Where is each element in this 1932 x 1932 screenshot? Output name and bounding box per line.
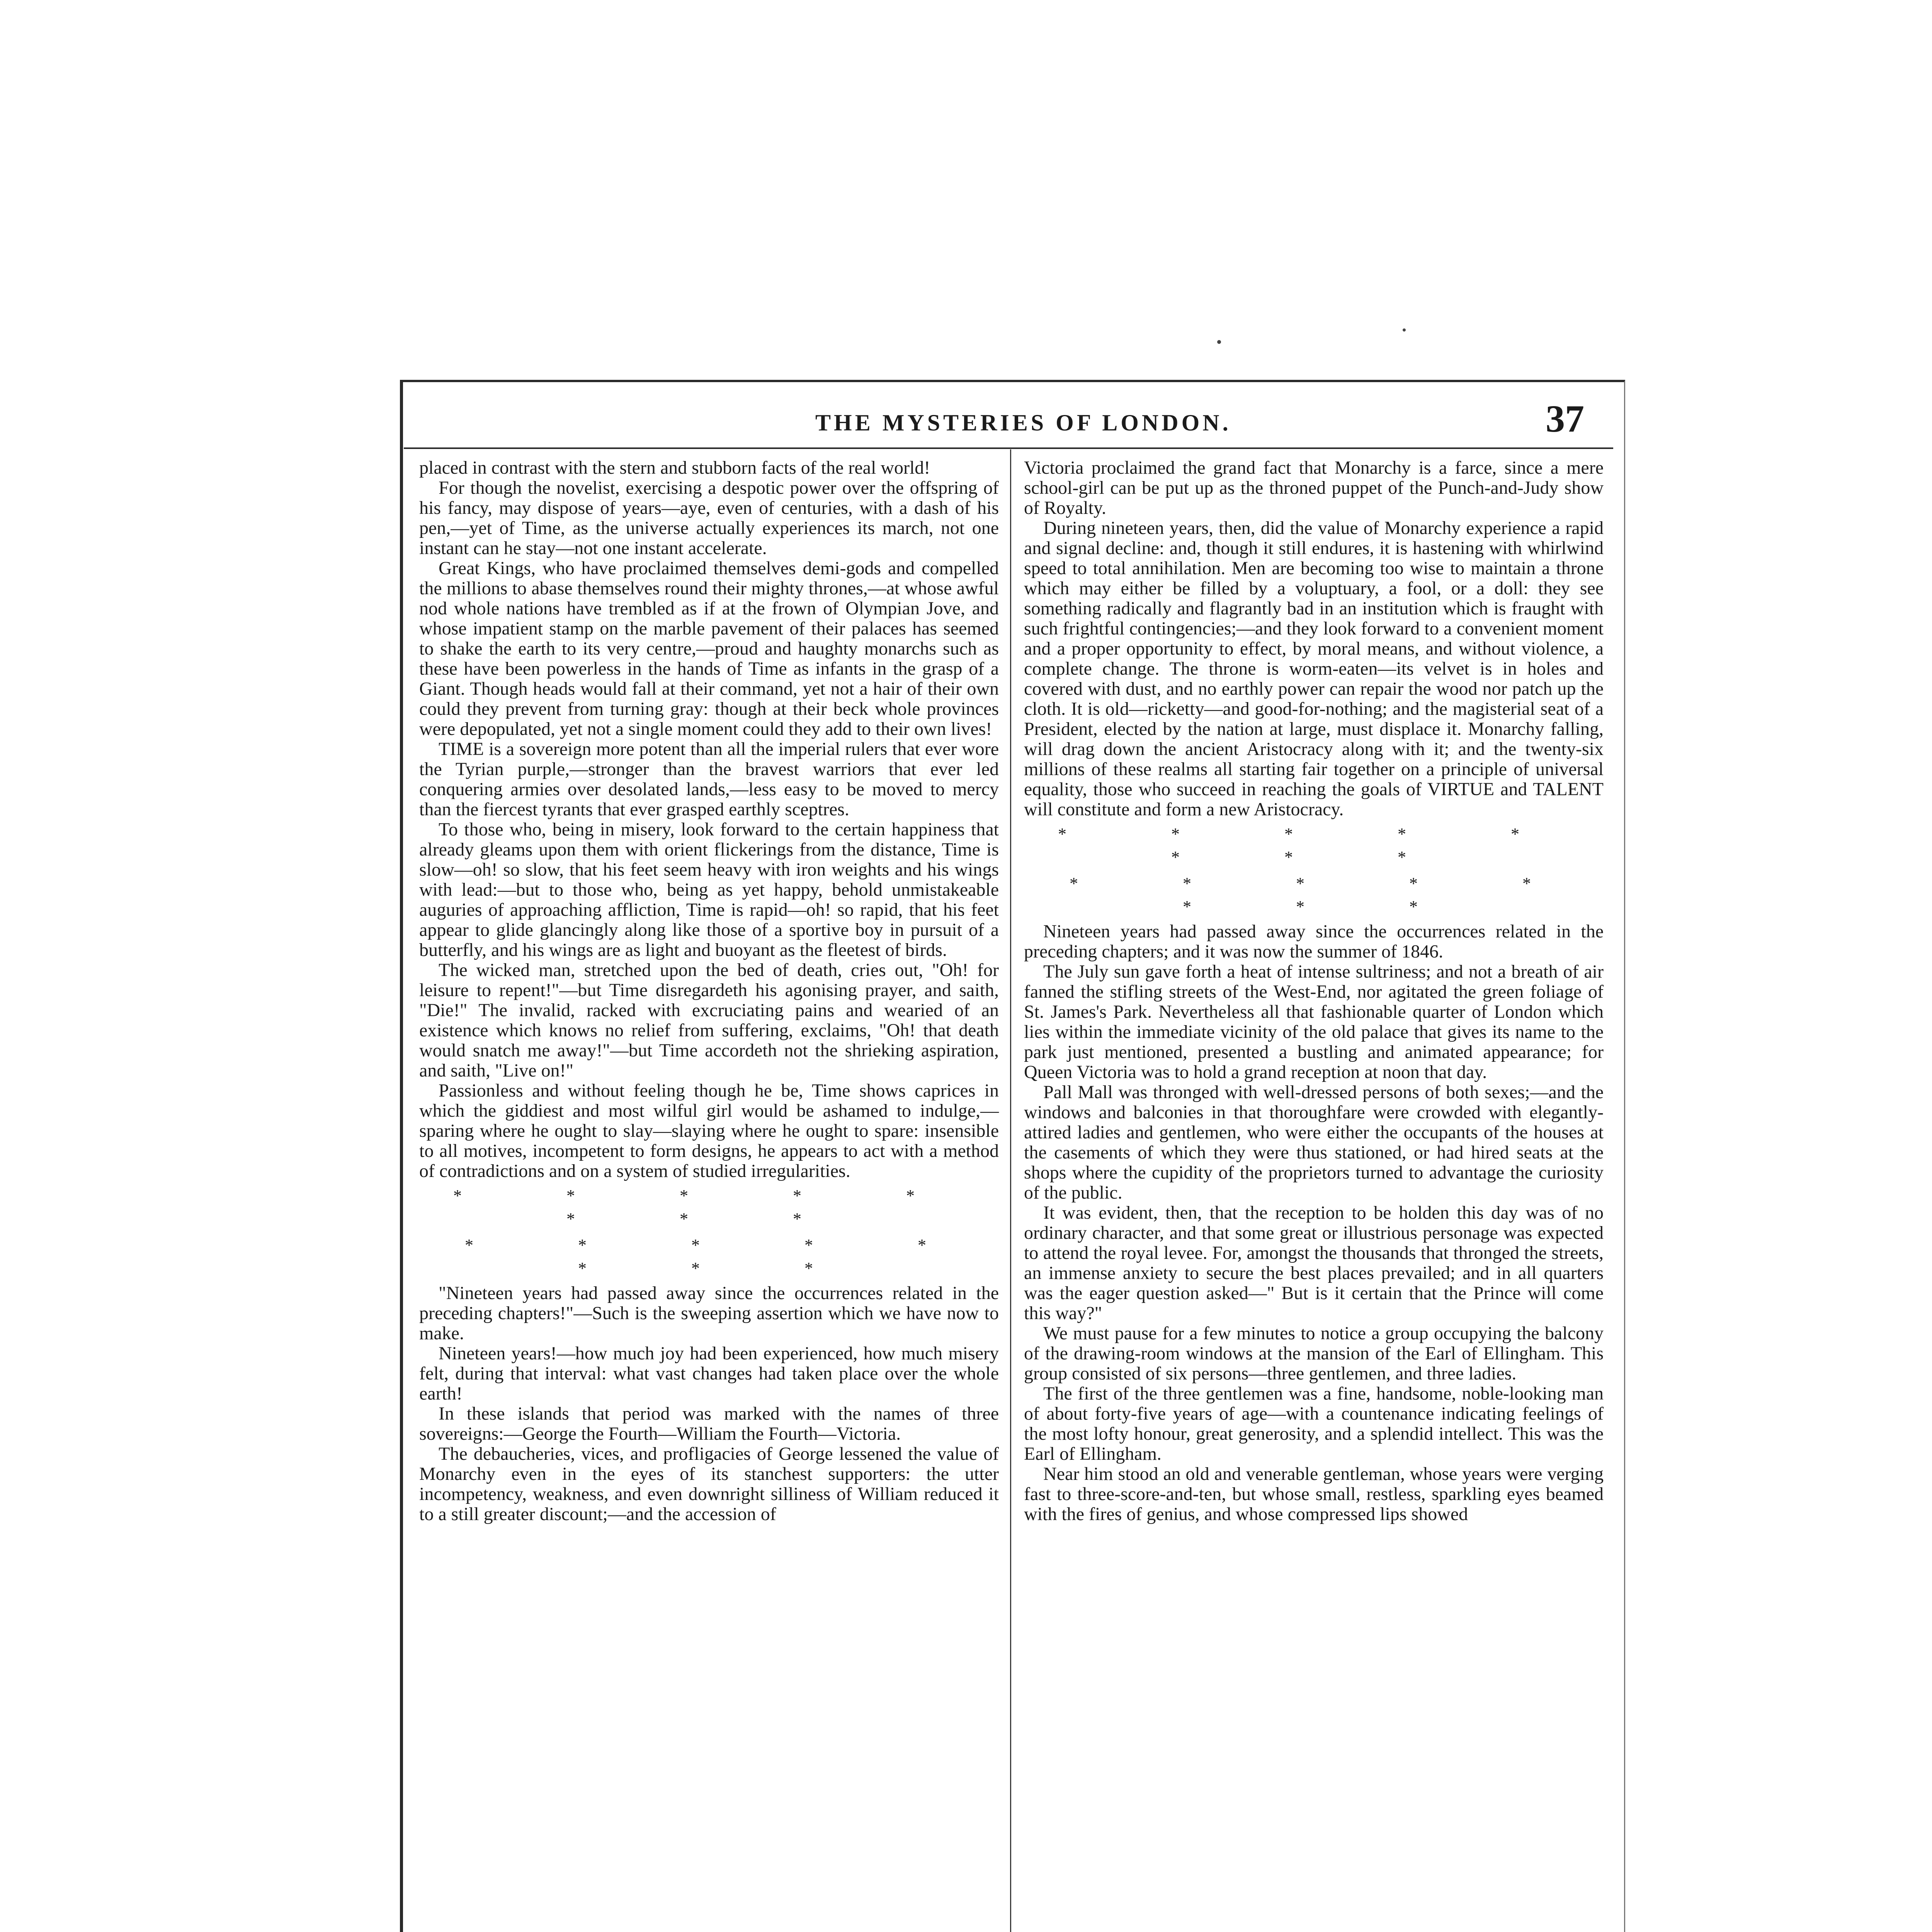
right-column [1024,458,1604,1524]
paragraph: The wicked man, stretched upon the bed of death, cries out, "Oh! for leisure to repent!"—but Time disregardeth his agonising prayer, and saith, "Die!" The invalid, racked with excruciating pains and wearied of an existence which knows no relief from suffering, exclaims, "Oh! that death would snatch me away!"—but Time accordeth not the shrieking aspiration, and saith, "Live on!" [419,960,999,1081]
section-break-stars: * * * * * * * * [453,1186,965,1228]
paragraph: Nineteen years!—how much joy had been experienced, how much misery felt, during that interval: what vast changes had taken place over the whole earth! [419,1343,999,1404]
paragraph: placed in contrast with the stern and stubborn facts of the real world! [419,457,930,478]
paragraph: We must pause for a few minutes to notice a group occupying the balcony of the drawing-room windows at the mansion of the Earl of Ellingham. This group consisted of six persons—three gentlemen, and three ladies. [1024,1323,1604,1384]
column-divider [1010,449,1011,1932]
paragraph: Great Kings, who have proclaimed themselves demi-gods and compelled the millions to abase themselves round their mighty thrones,—at whose awful nod whole nations have trembled as if at the frown of Olympian Jove, and whose impatient stamp on the marble pavement of their palaces has seemed to shake the earth to its very centre,—proud and haughty monarchs such as these have been powerless in the hands of Time as infants in the grasp of a Giant. Though heads would fall at their command, yet not a hair of their own could they prevent from turning gray: though at their beck whole provinces were depopulated, yet not a single moment could they add to their own lives! [419,558,999,739]
paragraph: Victoria proclaimed the grand fact that Monarchy is a farce, since a mere school-girl can be put up as the throned puppet of the Punch-and-Judy show of Royalty. [1024,457,1604,518]
header-rule [404,447,1613,449]
paragraph: Nineteen years had passed away since the occurrences related in the preceding chapters; and it was now the summer of 1846. [1024,921,1604,962]
page-number: 37 [1546,397,1584,440]
paragraph: TIME is a sovereign more potent than all the imperial rulers that ever wore the Tyrian purple,—stronger than the bravest warriors that ever led conquering armies over desolated lands,—less easy to be moved to mercy than the fiercest tyrants that ever grasped earthly sceptres. [419,739,999,820]
print-speck [1403,328,1406,332]
page-header [410,394,1607,448]
left-column [419,458,999,1524]
paragraph: The debaucheries, vices, and profligacies of George lessened the value of Monarchy even in the eyes of its stanchest supporters: the utter incompetency, weakness, and even downright silliness of William reduced it to a still greater discount;—and the accession of [419,1444,999,1524]
paragraph: In these islands that period was marked with the names of three sovereigns:—George the Fourth—William the Fourth—Victoria. [419,1403,999,1444]
paragraph: Pall Mall was thronged with well-dressed persons of both sexes;—and the windows and balconies in that thoroughfare were crowded with elegantly-attired ladies and gentlemen, who were either the occupants of the houses at the casements of which they were thus stationed, or had hired seats at the shops where the cupidity of the proprietors turned to advantage the curiosity of the public. [1024,1082,1604,1203]
paragraph: For though the novelist, exercising a despotic power over the offspring of his fancy, may dispose of years—aye, even of centuries, with a dash of his pen,—yet of Time, as the universe actually experiences its march, not one instant can he stay—not one instant accelerate. [419,478,999,558]
paragraph: The first of the three gentlemen was a fine, handsome, noble-looking man of about forty-five years of age—with a countenance indicating feelings of the most lofty honour, great generosity, and a splendid intellect. This was the Earl of Ellingham. [1024,1383,1604,1464]
paragraph: "Nineteen years had passed away since the occurrences related in the preceding chapters!"—Such is the sweeping assertion which we have now to make. [419,1283,999,1344]
section-break-stars: * * * * * * * * [1058,825,1570,867]
paragraph: To those who, being in misery, look forward to the certain happiness that already gleams upon them with orient flickerings from the distance, Time is slow—oh! so slow, that his feet seem heavy with iron weights and his wings with lead:—but to those who, being as yet happy, behold unmistakeable auguries of approaching affliction, Time is rapid—oh! so rapid, that his feet appear to glide glancingly along like those of a sportive boy in pursuit of a butterfly, and his wings are as light and buoyant as the fleetest of birds. [419,819,999,960]
paragraph: During nineteen years, then, did the value of Monarchy experience a rapid and signal decline: and, though it still endures, it is hastening with whirlwind speed to total annihilation. Men are becoming too wise to maintain a throne which may either be filled by a voluptuary, a fool, or a doll: they see something radically and flagrantly bad in an institution which is fraught with such frightful contingencies;—and they look forward to a convenient moment and a proper opportunity to effect, by moral means, and without violence, a complete change. The throne is worm-eaten—its velvet is in holes and covered with dust, and no earthly power can repair the wood nor patch up the cloth. It is old—ricketty—and good-for-nothing; and the magisterial seat of a President, elected by the nation at large, must displace it. Monarchy falling, will drag down the ancient Aristocracy along with it; and the twenty-six millions of these realms all starting fair together on a principle of universal equality, those who succeed in reaching the goals of VIRTUE and TALENT will constitute and form a new Aristocracy. [1024,518,1604,820]
section-break-stars: * * * * * * * * [1070,874,1581,916]
print-speck [1217,340,1221,344]
paragraph: Passionless and without feeling though he be, Time shows caprices in which the giddiest and most wilful girl would be ashamed to indulge,—sparing where he ought to slay—slaying where he ought to spare: insensible to all motives, incompetent to form designs, he appears to act with a method of contradictions and on a system of studied irregularities. [419,1080,999,1181]
paragraph: It was evident, then, that the reception to be holden this day was of no ordinary character, and that some great or illustrious personage was expected to attend the royal levee. For, amongst the thousands that thronged the streets, an immense anxiety to secure the best places prevailed; and in all quarters was the eager question asked—" But is it certain that the Prince will come this way?" [1024,1202,1604,1323]
paragraph: The July sun gave forth a heat of intense sultriness; and not a breath of air fanned the stifling streets of the West-End, nor agitated the green foliage of St. James's Park. Nevertheless all that fashionable quarter of London which lies within the immediate vicinity of the old palace that gives its name to the park just mentioned, presented a bustling and animated appearance; for Queen Victoria was to hold a grand reception at noon that day. [1024,961,1604,1082]
paragraph: Near him stood an old and venerable gentleman, whose years were verging fast to three-score-and-ten, but whose small, restless, sparkling eyes beamed with the fires of genius, and whose compressed lips showed [1024,1464,1604,1524]
section-break-stars: * * * * * * * * [465,1236,976,1278]
running-title: THE MYSTERIES OF LONDON. [815,410,1231,435]
